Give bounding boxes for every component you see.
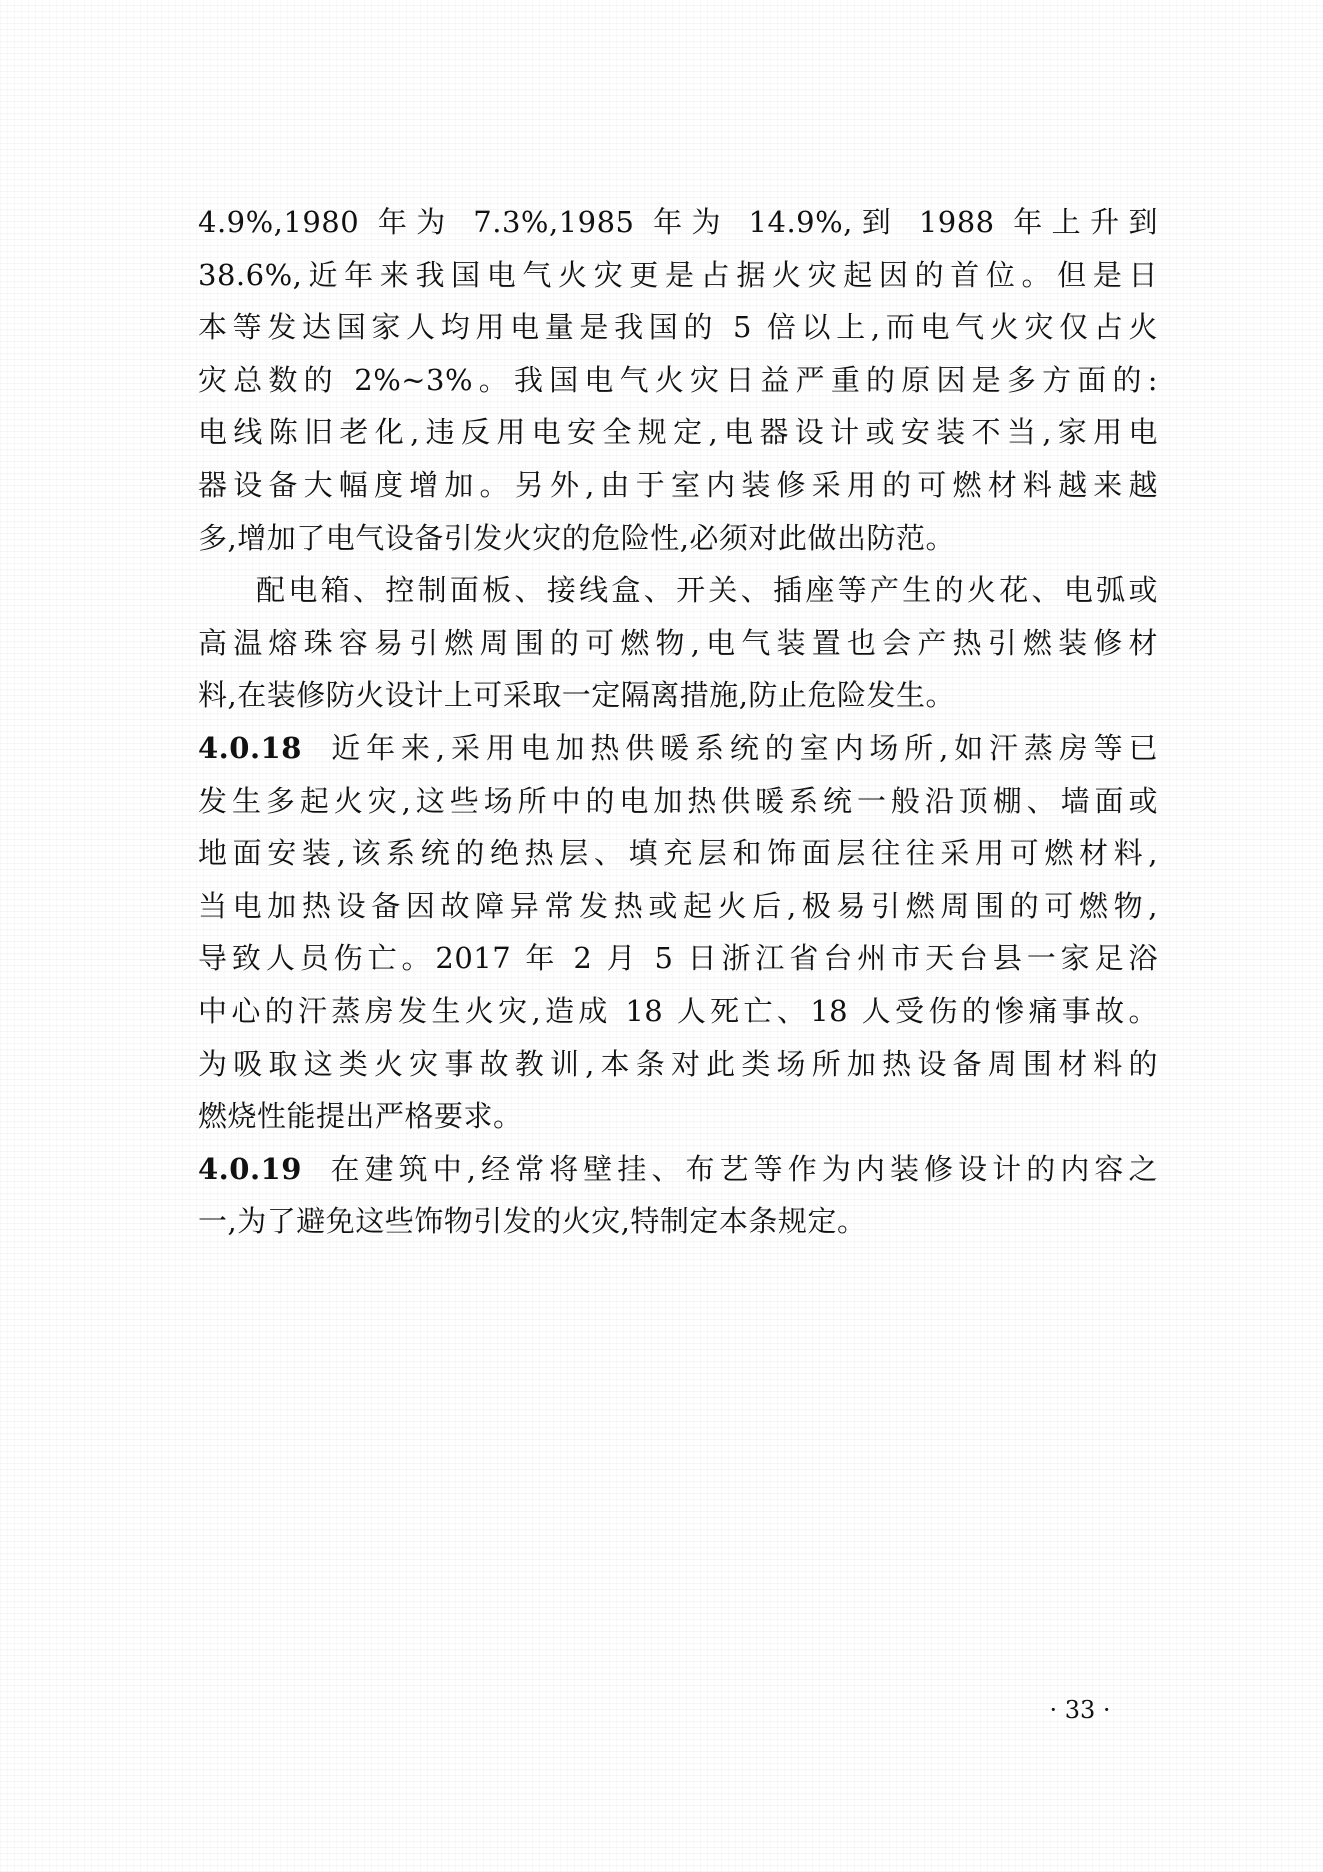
text-line: 导致人员伤亡。2017 年 2 月 5 日浙江省台州市天台县一家足浴 — [198, 941, 1158, 976]
text-line: 电线陈旧老化,违反用电安全规定,电器设计或安装不当,家用电 — [198, 415, 1158, 450]
clause-number: 4.0.18 — [198, 730, 302, 765]
text-line: 多,增加了电气设备引发火灾的危险性,必须对此做出防范。 — [198, 520, 955, 555]
text-line: 发生多起火灾,这些场所中的电加热供暖系统一般沿顶棚、墙面或 — [198, 783, 1158, 818]
clause-4-0-18 — [198, 722, 1158, 1143]
text-line: 本等发达国家人均用电量是我国的 5 倍以上,而电气火灾仅占火 — [198, 310, 1158, 345]
text-line — [198, 722, 1158, 775]
text-line: 灾总数的 2%~3%。我国电气火灾日益严重的原因是多方面的: — [198, 362, 1158, 397]
text-line: 38.6%,近年来我国电气火灾更是占据火灾起因的首位。但是日 — [198, 257, 1158, 292]
clause-number: 4.0.19 — [198, 1151, 302, 1186]
text-line: 燃烧性能提出严格要求。 — [198, 1099, 523, 1134]
clause-text: 在建筑中,经常将壁挂、布艺等作为内装修设计的内容之 — [325, 1151, 1158, 1186]
text-line: 当电加热设备因故障异常发热或起火后,极易引燃周围的可燃物, — [198, 888, 1158, 923]
text-line: 中心的汗蒸房发生火灾,造成 18 人死亡、18 人受伤的惨痛事故。 — [198, 993, 1158, 1028]
text-line: 器设备大幅度增加。另外,由于室内装修采用的可燃材料越来越 — [198, 467, 1158, 502]
text-line — [198, 1143, 1158, 1196]
text-line: 为吸取这类火灾事故教训,本条对此类场所加热设备周围材料的 — [198, 1046, 1158, 1081]
text-line: 料,在装修防火设计上可采取一定隔离措施,防止危险发生。 — [198, 678, 955, 713]
text-line: 一,为了避免这些饰物引发的火灾,特制定本条规定。 — [198, 1204, 867, 1239]
paragraph-electrical-fire-statistics — [198, 196, 1158, 564]
clause-text: 近年来,采用电加热供暖系统的室内场所,如汗蒸房等已 — [325, 730, 1158, 765]
clause-4-0-19 — [198, 1143, 1158, 1248]
page-number: · 33 · — [1049, 1696, 1111, 1724]
text-line: 配电箱、控制面板、接线盒、开关、插座等产生的火花、电弧或 — [256, 573, 1158, 608]
text-line: 高温熔珠容易引燃周围的可燃物,电气装置也会产热引燃装修材 — [198, 625, 1158, 660]
paragraph-electrical-devices — [198, 564, 1158, 722]
text-line: 地面安装,该系统的绝热层、填充层和饰面层往往采用可燃材料, — [198, 836, 1158, 871]
text-line: 4.9%,1980 年为 7.3%,1985 年为 14.9%,到 1988 年上升到 — [198, 205, 1158, 239]
body-text — [198, 196, 1158, 1248]
